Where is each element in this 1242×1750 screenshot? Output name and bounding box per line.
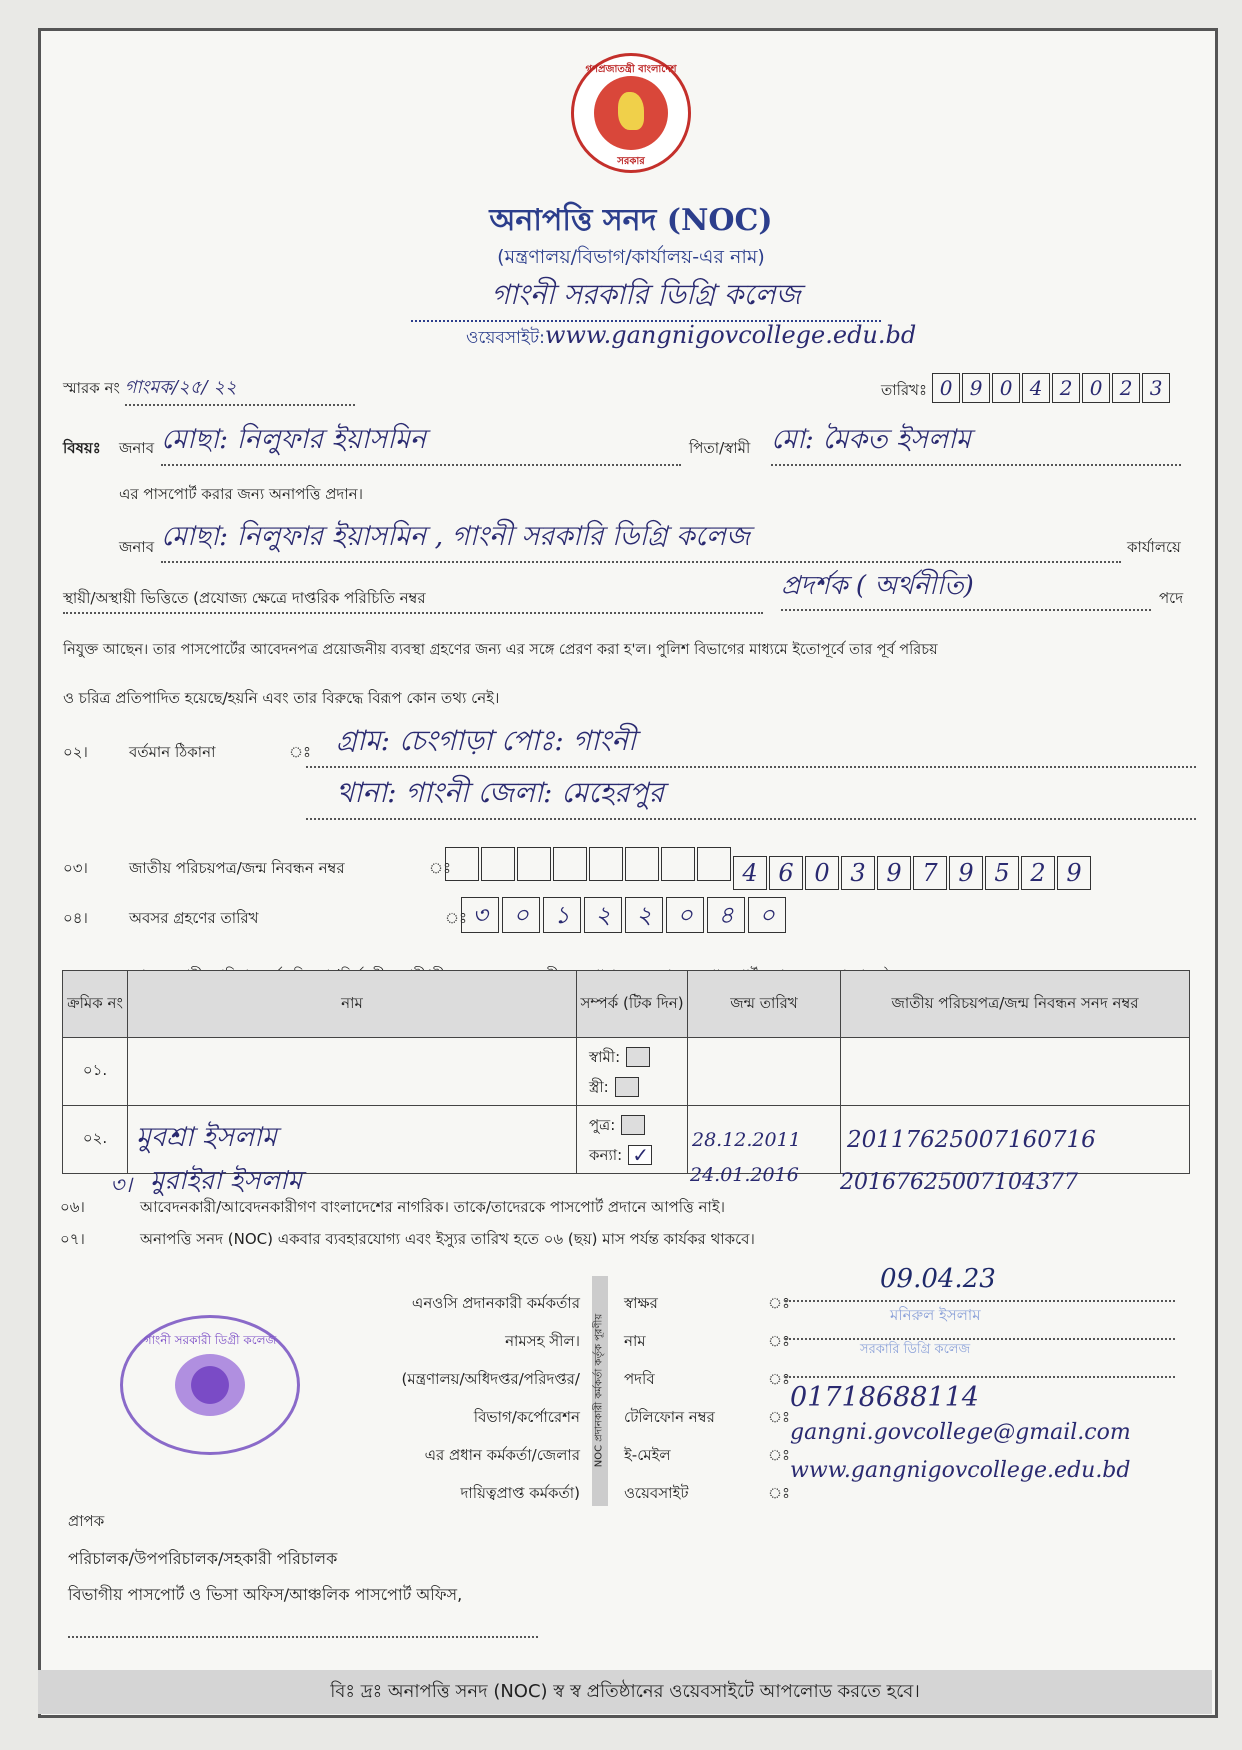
college-stamp [120,1315,300,1455]
field-label-name: নাম [624,1332,646,1350]
document-title: অনাপত্তি সনদ (NOC) [489,203,773,238]
signature-colons [768,1284,790,1512]
website-value: www.gangnigovcollege.edu.bd [544,321,917,349]
ret-boxes-digit: ২ [584,897,622,933]
relation-son-checkbox[interactable] [621,1115,645,1135]
table-header-row [63,971,1190,1038]
row-nid [841,1038,1190,1106]
field-label-designation: পদবি [624,1370,655,1388]
nid-boxes-digit: 9 [877,856,911,890]
table-row [63,1038,1190,1106]
handwritten-signature: 09.04.23 [880,1264,996,1294]
clause-07-number: ০৭। [60,1230,85,1248]
nid-boxes-digit: 0 [805,856,839,890]
family-table [62,970,1190,1174]
nid-boxes-digit [445,847,479,881]
extra-dob: 24.01.2016 [690,1164,799,1186]
designation-line [785,1376,1175,1378]
clause-07: অনাপত্তি সনদ (NOC) একবার ব্যবহারযোগ্য এবং ইস্যুর তারিখ হতে ০৬ (ছয়) মাস পর্যন্ত কার্যকর থাকবে। [140,1230,755,1248]
signature-left-lines [340,1284,580,1512]
date-boxes-digit: 3 [1142,373,1170,403]
clause-06: আবেদনকারী/আবেদনকারীগণ বাংলাদেশের নাগরিক। তাকে/তাদেরকে পাসপোর্ট প্রদানে আপত্তি নাই। [140,1198,726,1216]
nid-boxes-digit: 9 [1057,856,1091,890]
checkmark-icon: ✓ [632,1143,649,1167]
designation-value: প্রদর্শক ( অর্থনীতি) [781,565,1151,611]
colon: ঃ [768,1294,791,1312]
name-line [785,1338,1175,1340]
extra-nid: 20167625007104377 [840,1170,1078,1195]
ret-boxes-digit: ০ [666,897,704,933]
row-dob [688,1038,841,1106]
field-label-signature: স্বাক্ষর [624,1294,658,1312]
designation-stamp-text: সরকারি ডিগ্রি কলেজ [860,1342,971,1357]
row-serial: ০১. [63,1038,128,1106]
colon: ঃ [768,1408,791,1426]
sig-left-line: (মন্ত্রণালয়/অধিদপ্তর/পরিদপ্তর/ [401,1370,580,1388]
stamp-text: গাংনী সরকারী ডিগ্রী কলেজ [143,1333,277,1347]
header-nid: জাতীয় পরিচয়পত্র/জন্ম নিবন্ধন সনদ নম্বর [841,971,1190,1038]
colon: ঃ [768,1370,791,1388]
colon: ঃ [768,1332,791,1350]
recipient-line-2: বিভাগীয় পাসপোর্ট ও ভিসা অফিস/আঞ্চলিক পাসপোর্ট অফিস, [68,1585,463,1604]
website-line [466,321,916,353]
extra-name: মুরাইরা ইসলাম [150,1166,302,1196]
date-boxes-digit: 0 [1082,373,1110,403]
ret-boxes-digit: ১ [543,897,581,933]
seal-bottom-text: সরকার [617,156,645,167]
item-03-number: ০৩। [63,859,88,877]
recipient-label: প্রাপক [68,1512,105,1530]
item-02-colon: ঃ [289,743,312,761]
ret-boxes-digit: ২ [625,897,663,933]
row-relation [577,1038,688,1106]
relation-son-label: পুত্র: [589,1115,616,1134]
item-02-number: ০২। [63,743,88,761]
row-dob: 28.12.2011 [688,1106,841,1174]
government-seal [571,53,691,173]
ret-boxes-digit: ০ [502,897,540,933]
signature-line [785,1300,1175,1302]
ret-boxes-digit: ৪ [707,897,745,933]
item-03-label: জাতীয় পরিচয়পত্র/জন্ম নিবন্ধন নম্বর [129,859,345,877]
nid-boxes-digit: 9 [949,856,983,890]
date-boxes-digit: 2 [1112,373,1140,403]
signature-field-labels [624,1284,715,1512]
sig-left-line: বিভাগ/কর্পোরেশন [473,1408,580,1426]
nid-boxes-digit [697,847,731,881]
extra-serial: ৩। [110,1173,133,1198]
field-label-phone: টেলিফোন নম্বর [624,1408,715,1426]
colon: ঃ [768,1484,791,1502]
vertical-label: NOC প্রদানকারী কর্মকর্তা কর্তৃক পূরণীয় [593,1313,605,1468]
subject-name: মোছা: নিলুফার ইয়াসমিন [161,419,681,466]
ret-boxes-digit: ৩ [461,897,499,933]
nid-boxes-digit [589,847,623,881]
row-serial: ০২. [63,1106,128,1174]
relation-husband-checkbox[interactable] [626,1047,650,1067]
header-serial: ক্রমিক নং [63,971,128,1038]
relation-daughter-label: কন্যা: [589,1145,623,1164]
email-value: gangni.govcollege@gmail.com [790,1420,1131,1445]
item-04-colon: ঃ [445,909,468,927]
document-subtitle: (মন্ত্রণালয়/বিভাগ/কার্যালয়-এর নাম) [497,246,765,268]
row-name: মুবশ্রা ইসলাম [128,1106,577,1174]
date-boxes-digit: 2 [1052,373,1080,403]
subject-janab: জনাব [119,439,155,457]
body-paragraph-1: নিযুক্ত আছেন। তার পাসপোর্টের আবেদনপত্র প্রয়োজনীয় ব্যবস্থা গ্রহণের জন্য এর সঙ্গে প্রেরণ করা হ'ল। পুলিশ বিভাগের মাধ্যমে ইতোপূর্বে তার পূর্ব পরিচয় [63,642,938,658]
item-02-label: বর্তমান ঠিকানা [129,743,216,761]
memo-label: স্মারক নং [63,379,120,397]
item-04-number: ০৪। [63,909,88,927]
subject-line2: এর পাসপোর্ট করার জন্য অনাপত্তি প্রদান। [119,485,363,503]
relation-wife-checkbox[interactable] [615,1077,639,1097]
memo-line [63,373,393,406]
permanent-line: স্থায়ী/অস্থায়ী ভিত্তিতে (প্রযোজ্য ক্ষেত্রে দাপ্তরিক পরিচিতি নম্বর [63,587,763,614]
footer-note: বিঃ দ্রঃ অনাপত্তি সনদ (NOC) স্ব স্ব প্রতিষ্ঠানের ওয়েবসাইটে আপলোড করতে হবে। [38,1670,1212,1714]
office-name: গাংনী সরকারি ডিগ্রি কলেজ [411,273,881,322]
seal-top-text: গণপ্রজাতন্ত্রী বাংলাদেশ [585,64,677,75]
sig-left-line: দায়িত্বপ্রাপ্ত কর্মকর্তা) [460,1484,580,1502]
father-value: মো: মৈকত ইসলাম [771,419,1181,466]
relation-daughter-checkbox-checked[interactable] [628,1145,652,1165]
memo-value: গাংমক/২৫/ ২২ [125,373,355,406]
relation-husband-label: স্বামী: [589,1047,621,1066]
nid-boxes-digit [481,847,515,881]
sig-left-line: নামসহ সীল। [505,1332,580,1350]
date-boxes-digit: 9 [962,373,990,403]
address-line-2: থানা: গাংনী জেলা: মেহেরপুর [306,771,1196,820]
nid-boxes-digit: 6 [769,856,803,890]
date-boxes [932,376,1172,400]
nid-boxes-digit: 7 [913,856,947,890]
item-04-label: অবসর গ্রহণের তারিখ [129,909,259,927]
nid-boxes-digit [625,847,659,881]
sig-left-line: এনওসি প্রদানকারী কর্মকর্তার [411,1294,580,1312]
header-dob: জন্ম তারিখ [688,971,841,1038]
ret-boxes-digit: ০ [748,897,786,933]
post-suffix: পদে [1159,589,1184,607]
clause-06-number: ০৬। [60,1198,85,1216]
body-paragraph-2: ও চরিত্র প্রতিপাদিত হয়েছে/হয়নি এবং তার বিরুদ্ধে বিরূপ কোন তথ্য নেই। [63,689,500,707]
address-line-1: গ্রাম: চেংগাড়া পোঃ: গাংনী [306,719,1196,768]
row-nid: 20117625007160716 [841,1106,1190,1174]
date-boxes-digit: 4 [1022,373,1050,403]
retirement-date-boxes [461,897,789,933]
website-label: ওয়েবসাইট: [466,328,545,348]
nid-boxes-digit: 5 [985,856,1019,890]
date-boxes-digit: 0 [932,373,960,403]
nid-boxes-digit [553,847,587,881]
relation-wife-label: স্ত্রী: [589,1077,609,1096]
item-03-colon: ঃ [429,859,452,877]
name-stamp-text: মনিরুল ইসলাম [890,1306,981,1324]
field-label-website: ওয়েবসাইট [624,1484,689,1502]
bangladesh-map-icon [618,92,644,130]
office-suffix: কার্যালয়ে [1127,538,1181,556]
row-relation [577,1106,688,1174]
website-value-sig: www.gangnigovcollege.edu.bd [790,1458,1131,1483]
date-field [881,373,1172,404]
header-name: নাম [128,971,577,1038]
phone-value: 01718688114 [790,1382,979,1413]
nid-boxes-digit: 4 [733,856,767,890]
date-boxes-digit: 0 [992,373,1020,403]
colon: ঃ [768,1446,791,1464]
field-label-email: ই-মেইল [624,1446,671,1464]
nid-boxes-digit: 3 [841,856,875,890]
vertical-label-bar [592,1276,608,1506]
father-label: পিতা/স্বামী [689,439,751,457]
date-label: তারিখঃ [881,381,927,399]
header-relation: সম্পর্ক (টিক দিন) [577,971,688,1038]
nid-boxes-digit [517,847,551,881]
sig-left-line: এর প্রধান কর্মকর্তা/জেলার [424,1446,580,1464]
row-name [128,1038,577,1106]
nid-boxes-digit: 2 [1021,856,1055,890]
body-name-office: মোছা: নিলুফার ইয়াসমিন , গাংনী সরকারি ডিগ্রি কলেজ [161,516,1121,563]
subject-label: বিষয়ঃ [63,439,101,457]
book-emblem-icon [175,1354,245,1416]
recipient-dotted-line [68,1636,538,1638]
recipient-line-1: পরিচালক/উপপরিচালক/সহকারী পরিচালক [68,1549,338,1568]
nid-boxes-digit [661,847,695,881]
nid-boxes [445,847,1093,890]
body-janab: জনাব [119,538,155,556]
